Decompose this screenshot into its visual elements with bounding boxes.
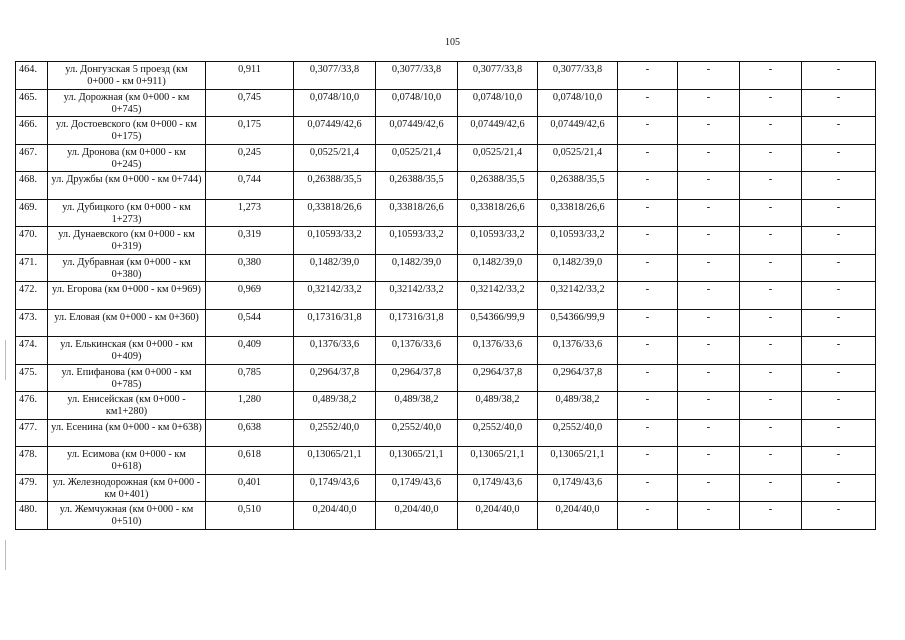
value-cell-3: 0,1376/33,6 [458, 337, 538, 365]
row-number: 479. [16, 474, 48, 502]
value-cell-2: 0,0525/21,4 [376, 144, 458, 172]
length-km: 0,380 [206, 254, 294, 282]
value-cell-4: 0,2964/37,8 [538, 364, 618, 392]
length-km: 0,319 [206, 227, 294, 255]
length-km: 0,745 [206, 89, 294, 117]
length-km: 0,245 [206, 144, 294, 172]
table-row [16, 62, 876, 90]
street-name: ул. Есимова (км 0+000 - км 0+618) [48, 447, 206, 475]
value-cell-3: 0,489/38,2 [458, 392, 538, 420]
length-km: 0,409 [206, 337, 294, 365]
value-cell-2: 0,33818/26,6 [376, 199, 458, 227]
dash-cell-4: - [802, 282, 876, 310]
dash-cell-1: - [618, 447, 678, 475]
dash-cell-2: - [678, 419, 740, 447]
row-number: 476. [16, 392, 48, 420]
dash-cell-2: - [678, 89, 740, 117]
dash-cell-1: - [618, 502, 678, 530]
value-cell-1: 0,26388/35,5 [294, 172, 376, 200]
dash-cell-4: - [802, 89, 876, 117]
dash-cell-4: - [802, 254, 876, 282]
value-cell-2: 0,17316/31,8 [376, 309, 458, 337]
dash-cell-2: - [678, 227, 740, 255]
value-cell-3: 0,2552/40,0 [458, 419, 538, 447]
value-cell-1: 0,1376/33,6 [294, 337, 376, 365]
table-row [16, 364, 876, 392]
dash-cell-2: - [678, 364, 740, 392]
dash-cell-1: - [618, 474, 678, 502]
row-number: 469. [16, 199, 48, 227]
dash-cell-4: - [802, 502, 876, 530]
street-name: ул. Железнодорожная (км 0+000 - км 0+401) [48, 474, 206, 502]
street-name: ул. Дружбы (км 0+000 - км 0+744) [48, 172, 206, 200]
road-data-table [15, 61, 876, 530]
row-number: 478. [16, 447, 48, 475]
value-cell-2: 0,32142/33,2 [376, 282, 458, 310]
page-number: 105 [445, 37, 460, 48]
value-cell-4: 0,3077/33,8 [538, 62, 618, 90]
dash-cell-4: - [802, 309, 876, 337]
dash-cell-2: - [678, 447, 740, 475]
dash-cell-3: - [740, 144, 802, 172]
dash-cell-4: - [802, 144, 876, 172]
dash-cell-3: - [740, 199, 802, 227]
value-cell-2: 0,489/38,2 [376, 392, 458, 420]
dash-cell-1: - [618, 309, 678, 337]
table-row [16, 282, 876, 310]
dash-cell-1: - [618, 117, 678, 145]
row-number: 473. [16, 309, 48, 337]
value-cell-3: 0,07449/42,6 [458, 117, 538, 145]
dash-cell-3: - [740, 419, 802, 447]
table-row [16, 144, 876, 172]
row-number: 466. [16, 117, 48, 145]
street-name: ул. Егорова (км 0+000 - км 0+969) [48, 282, 206, 310]
value-cell-2: 0,26388/35,5 [376, 172, 458, 200]
table-row [16, 337, 876, 365]
dash-cell-3: - [740, 447, 802, 475]
table-row [16, 172, 876, 200]
dash-cell-3: - [740, 474, 802, 502]
value-cell-1: 0,13065/21,1 [294, 447, 376, 475]
value-cell-2: 0,3077/33,8 [376, 62, 458, 90]
table-row [16, 199, 876, 227]
street-name: ул. Дунаевского (км 0+000 - км 0+319) [48, 227, 206, 255]
value-cell-4: 0,204/40,0 [538, 502, 618, 530]
value-cell-2: 0,0748/10,0 [376, 89, 458, 117]
table-row [16, 474, 876, 502]
value-cell-2: 0,1376/33,6 [376, 337, 458, 365]
dash-cell-2: - [678, 62, 740, 90]
value-cell-3: 0,1749/43,6 [458, 474, 538, 502]
dash-cell-1: - [618, 392, 678, 420]
dash-cell-1: - [618, 62, 678, 90]
dash-cell-1: - [618, 282, 678, 310]
table-row [16, 447, 876, 475]
dash-cell-1: - [618, 89, 678, 117]
value-cell-1: 0,204/40,0 [294, 502, 376, 530]
length-km: 0,638 [206, 419, 294, 447]
dash-cell-3: - [740, 392, 802, 420]
dash-cell-1: - [618, 172, 678, 200]
dash-cell-1: - [618, 419, 678, 447]
table-row [16, 89, 876, 117]
dash-cell-4: - [802, 419, 876, 447]
dash-cell-3: - [740, 364, 802, 392]
street-name: ул. Достоевского (км 0+000 - км 0+175) [48, 117, 206, 145]
value-cell-4: 0,0748/10,0 [538, 89, 618, 117]
table-row [16, 254, 876, 282]
dash-cell-1: - [618, 337, 678, 365]
value-cell-1: 0,489/38,2 [294, 392, 376, 420]
dash-cell-3: - [740, 309, 802, 337]
dash-cell-2: - [678, 117, 740, 145]
street-name: ул. Дронова (км 0+000 - км 0+245) [48, 144, 206, 172]
value-cell-1: 0,32142/33,2 [294, 282, 376, 310]
dash-cell-3: - [740, 254, 802, 282]
value-cell-1: 0,07449/42,6 [294, 117, 376, 145]
dash-cell-4: - [802, 199, 876, 227]
value-cell-1: 0,17316/31,8 [294, 309, 376, 337]
row-number: 467. [16, 144, 48, 172]
value-cell-4: 0,1482/39,0 [538, 254, 618, 282]
dash-cell-2: - [678, 392, 740, 420]
dash-cell-2: - [678, 144, 740, 172]
row-number: 471. [16, 254, 48, 282]
dash-cell-3: - [740, 117, 802, 145]
street-name: ул. Елькинская (км 0+000 - км 0+409) [48, 337, 206, 365]
dash-cell-3: - [740, 337, 802, 365]
dash-cell-4: - [802, 447, 876, 475]
dash-cell-3: - [740, 227, 802, 255]
dash-cell-1: - [618, 144, 678, 172]
value-cell-4: 0,489/38,2 [538, 392, 618, 420]
dash-cell-4: - [802, 337, 876, 365]
dash-cell-4: - [802, 62, 876, 90]
dash-cell-4: - [802, 117, 876, 145]
table-row [16, 502, 876, 530]
dash-cell-2: - [678, 254, 740, 282]
dash-cell-3: - [740, 282, 802, 310]
value-cell-2: 0,2552/40,0 [376, 419, 458, 447]
street-name: ул. Енисейская (км 0+000 - км1+280) [48, 392, 206, 420]
street-name: ул. Епифанова (км 0+000 - км 0+785) [48, 364, 206, 392]
length-km: 0,618 [206, 447, 294, 475]
value-cell-4: 0,13065/21,1 [538, 447, 618, 475]
value-cell-2: 0,10593/33,2 [376, 227, 458, 255]
table-row [16, 309, 876, 337]
dash-cell-1: - [618, 227, 678, 255]
dash-cell-2: - [678, 474, 740, 502]
dash-cell-3: - [740, 502, 802, 530]
length-km: 1,273 [206, 199, 294, 227]
dash-cell-3: - [740, 62, 802, 90]
dash-cell-2: - [678, 309, 740, 337]
street-name: ул. Еловая (км 0+000 - км 0+360) [48, 309, 206, 337]
value-cell-1: 0,3077/33,8 [294, 62, 376, 90]
value-cell-2: 0,13065/21,1 [376, 447, 458, 475]
row-number: 474. [16, 337, 48, 365]
row-number: 480. [16, 502, 48, 530]
value-cell-1: 0,2964/37,8 [294, 364, 376, 392]
length-km: 0,510 [206, 502, 294, 530]
dash-cell-2: - [678, 502, 740, 530]
value-cell-3: 0,3077/33,8 [458, 62, 538, 90]
value-cell-1: 0,0525/21,4 [294, 144, 376, 172]
table-row [16, 392, 876, 420]
row-number: 475. [16, 364, 48, 392]
value-cell-3: 0,204/40,0 [458, 502, 538, 530]
length-km: 0,401 [206, 474, 294, 502]
row-number: 464. [16, 62, 48, 90]
value-cell-1: 0,0748/10,0 [294, 89, 376, 117]
table-row [16, 117, 876, 145]
value-cell-4: 0,32142/33,2 [538, 282, 618, 310]
row-number: 472. [16, 282, 48, 310]
length-km: 0,175 [206, 117, 294, 145]
length-km: 0,911 [206, 62, 294, 90]
street-name: ул. Дубравная (км 0+000 - км 0+380) [48, 254, 206, 282]
value-cell-2: 0,1482/39,0 [376, 254, 458, 282]
dash-cell-2: - [678, 199, 740, 227]
value-cell-3: 0,0748/10,0 [458, 89, 538, 117]
scan-edge-mark [5, 540, 6, 570]
table-row [16, 419, 876, 447]
value-cell-3: 0,2964/37,8 [458, 364, 538, 392]
value-cell-3: 0,1482/39,0 [458, 254, 538, 282]
value-cell-4: 0,1376/33,6 [538, 337, 618, 365]
row-number: 468. [16, 172, 48, 200]
dash-cell-1: - [618, 254, 678, 282]
value-cell-1: 0,10593/33,2 [294, 227, 376, 255]
value-cell-4: 0,07449/42,6 [538, 117, 618, 145]
dash-cell-1: - [618, 364, 678, 392]
length-km: 0,744 [206, 172, 294, 200]
value-cell-4: 0,0525/21,4 [538, 144, 618, 172]
value-cell-4: 0,26388/35,5 [538, 172, 618, 200]
row-number: 477. [16, 419, 48, 447]
length-km: 0,969 [206, 282, 294, 310]
dash-cell-3: - [740, 89, 802, 117]
value-cell-2: 0,1749/43,6 [376, 474, 458, 502]
length-km: 1,280 [206, 392, 294, 420]
dash-cell-4: - [802, 364, 876, 392]
dash-cell-4: - [802, 227, 876, 255]
street-name: ул. Дорожная (км 0+000 - км 0+745) [48, 89, 206, 117]
value-cell-3: 0,33818/26,6 [458, 199, 538, 227]
value-cell-3: 0,0525/21,4 [458, 144, 538, 172]
value-cell-4: 0,2552/40,0 [538, 419, 618, 447]
value-cell-4: 0,33818/26,6 [538, 199, 618, 227]
value-cell-4: 0,10593/33,2 [538, 227, 618, 255]
table-body [16, 62, 876, 530]
dash-cell-4: - [802, 474, 876, 502]
value-cell-1: 0,1749/43,6 [294, 474, 376, 502]
dash-cell-2: - [678, 172, 740, 200]
table-row [16, 227, 876, 255]
value-cell-1: 0,2552/40,0 [294, 419, 376, 447]
street-name: ул. Дубицкого (км 0+000 - км 1+273) [48, 199, 206, 227]
value-cell-4: 0,1749/43,6 [538, 474, 618, 502]
length-km: 0,544 [206, 309, 294, 337]
value-cell-3: 0,32142/33,2 [458, 282, 538, 310]
value-cell-3: 0,26388/35,5 [458, 172, 538, 200]
scan-edge-mark [5, 340, 6, 380]
dash-cell-4: - [802, 392, 876, 420]
value-cell-2: 0,204/40,0 [376, 502, 458, 530]
value-cell-3: 0,54366/99,9 [458, 309, 538, 337]
value-cell-4: 0,54366/99,9 [538, 309, 618, 337]
row-number: 470. [16, 227, 48, 255]
street-name: ул. Жемчужная (км 0+000 - км 0+510) [48, 502, 206, 530]
dash-cell-3: - [740, 172, 802, 200]
dash-cell-4: - [802, 172, 876, 200]
value-cell-3: 0,13065/21,1 [458, 447, 538, 475]
row-number: 465. [16, 89, 48, 117]
value-cell-3: 0,10593/33,2 [458, 227, 538, 255]
length-km: 0,785 [206, 364, 294, 392]
street-name: ул. Есенина (км 0+000 - км 0+638) [48, 419, 206, 447]
value-cell-1: 0,33818/26,6 [294, 199, 376, 227]
street-name: ул. Донгузская 5 проезд (км 0+000 - км 0+911) [48, 62, 206, 90]
dash-cell-2: - [678, 337, 740, 365]
dash-cell-2: - [678, 282, 740, 310]
dash-cell-1: - [618, 199, 678, 227]
value-cell-2: 0,2964/37,8 [376, 364, 458, 392]
value-cell-2: 0,07449/42,6 [376, 117, 458, 145]
value-cell-1: 0,1482/39,0 [294, 254, 376, 282]
